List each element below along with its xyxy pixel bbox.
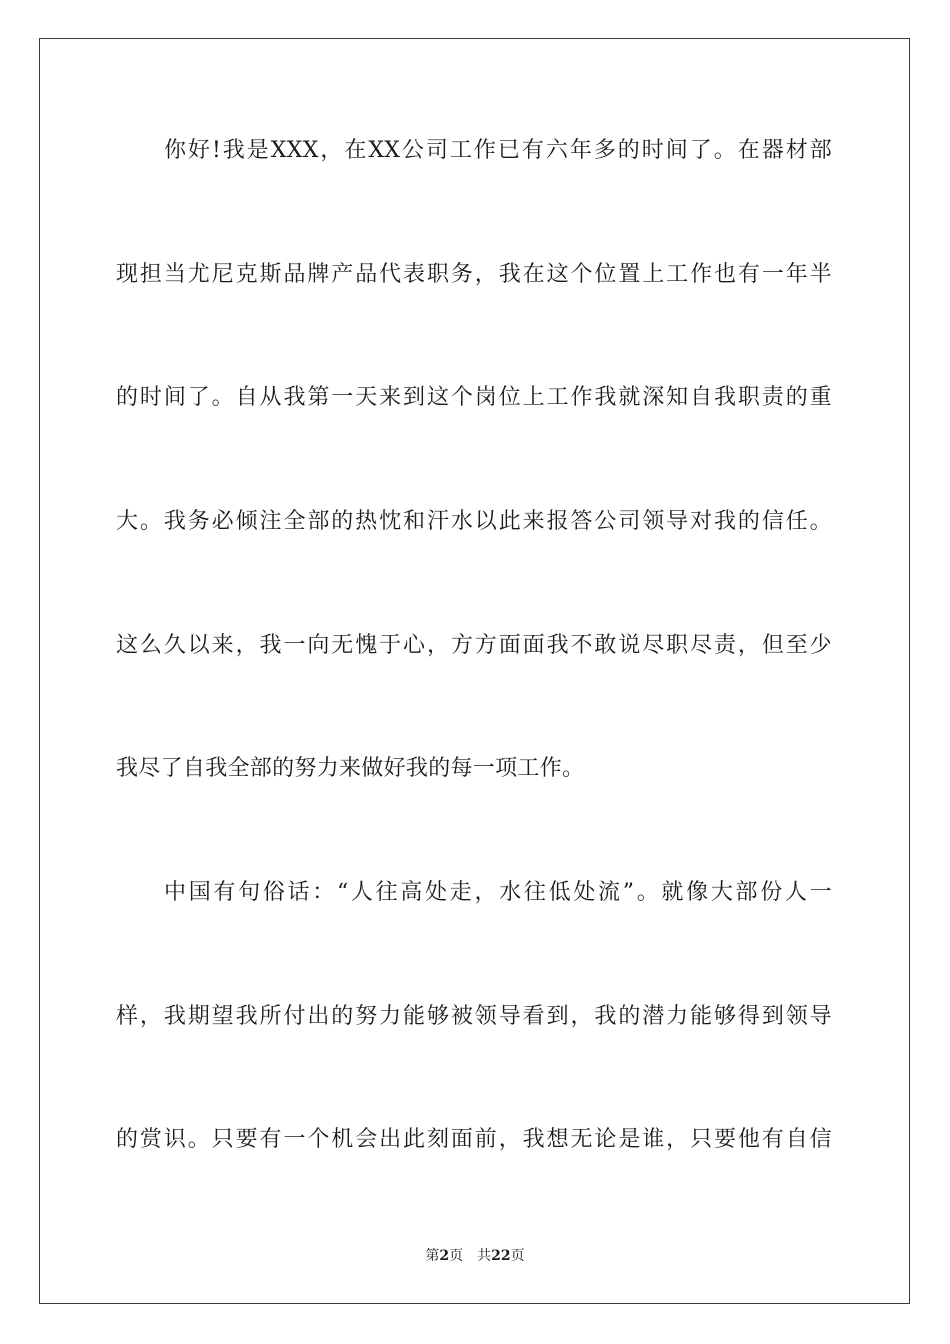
total-pages: 22 (491, 1248, 511, 1264)
page-suffix: 页 (449, 1248, 464, 1264)
page-number: 2 (439, 1248, 450, 1264)
page-border (39, 38, 910, 1304)
paragraph-2-line-3: 的赏识。只要有一个机会出此刻面前，我想无论是谁，只要他有自信 (116, 1127, 832, 1152)
total-suffix: 页 (510, 1248, 525, 1264)
paragraph-1-line-5: 这么久以来，我一向无愧于心，方方面面我不敢说尽职尽责，但至少 (116, 633, 832, 658)
paragraph-1-line-3: 的时间了。自从我第一天来到这个岗位上工作我就深知自我职责的重 (116, 385, 832, 410)
paragraph-1-line-4: 大。我务必倾注全部的热忱和汗水以此来报答公司领导对我的信任。 (116, 509, 832, 534)
paragraph-1-line-1: 你好!我是XXX，在XX公司工作已有六年多的时间了。在器材部 (164, 138, 832, 163)
paragraph-2-line-1: 中国有句俗话：“人往高处走，水往低处流”。就像大部份人一 (164, 880, 832, 905)
page-prefix: 第 (425, 1248, 440, 1264)
page-footer (0, 1246, 950, 1266)
paragraph-1-line-2: 现担当尤尼克斯品牌产品代表职务，我在这个位置上工作也有一年半 (116, 262, 832, 287)
total-prefix: 共 (477, 1248, 492, 1264)
paragraph-2-line-2: 样，我期望我所付出的努力能够被领导看到，我的潜力能够得到领导 (116, 1004, 832, 1029)
paragraph-1-line-6: 我尽了自我全部的努力来做好我的每一项工作。 (116, 756, 585, 781)
